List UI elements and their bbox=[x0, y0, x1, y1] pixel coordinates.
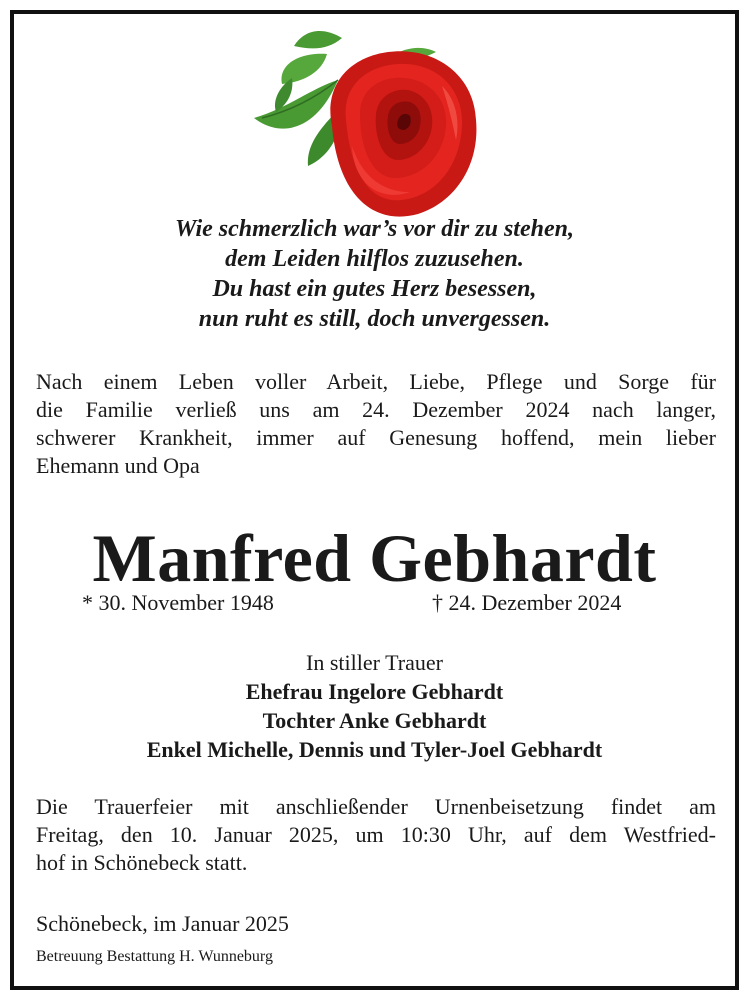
intro-line: schwerer Krankheit, immer auf Genesung hoffend, mein lieber bbox=[36, 425, 716, 450]
obituary-notice bbox=[10, 10, 739, 990]
mourner-name: Ehefrau Ingelore Gebhardt bbox=[245, 679, 504, 704]
place-date: Schönebeck, im Januar 2025 bbox=[36, 911, 289, 936]
funeral-line: Freitag, den 10. Januar 2025, um 10:30 Uhr, auf dem Westfried- bbox=[36, 822, 716, 847]
mourning-label: In stiller Trauer bbox=[306, 650, 443, 675]
intro-paragraph bbox=[36, 368, 716, 480]
funeral-line: hof in Schönebeck statt. bbox=[36, 850, 248, 875]
funeral-paragraph bbox=[36, 793, 716, 877]
undertaker-credit: Betreuung Bestattung H. Wunneburg bbox=[36, 948, 273, 965]
red-rose-icon bbox=[242, 16, 522, 222]
mourners-block bbox=[14, 648, 735, 764]
mourner-name: Tochter Anke Gebhardt bbox=[262, 708, 487, 733]
poem-line: Du hast ein gutes Herz besessen, bbox=[212, 276, 537, 302]
mourner-name: Enkel Michelle, Dennis und Tyler-Joel Gebhardt bbox=[146, 737, 603, 762]
intro-line: die Familie verließ uns am 24. Dezember 2024 nach langer, bbox=[36, 397, 716, 422]
memorial-poem bbox=[14, 214, 735, 334]
poem-line: Wie schmerzlich war’s vor dir zu stehen, bbox=[175, 216, 574, 242]
intro-line: Nach einem Leben voller Arbeit, Liebe, Pflege und Sorge für bbox=[36, 369, 716, 394]
death-date: † 24. Dezember 2024 bbox=[432, 590, 622, 615]
funeral-line: Die Trauerfeier mit anschließender Urnenbeisetzung findet am bbox=[36, 794, 716, 819]
intro-line: Ehemann und Opa bbox=[36, 453, 200, 478]
birth-date: * 30. November 1948 bbox=[82, 590, 274, 615]
deceased-name: Manfred Gebhardt bbox=[92, 520, 657, 596]
poem-line: nun ruht es still, doch unvergessen. bbox=[198, 306, 551, 332]
poem-line: dem Leiden hilflos zuzusehen. bbox=[225, 246, 524, 272]
